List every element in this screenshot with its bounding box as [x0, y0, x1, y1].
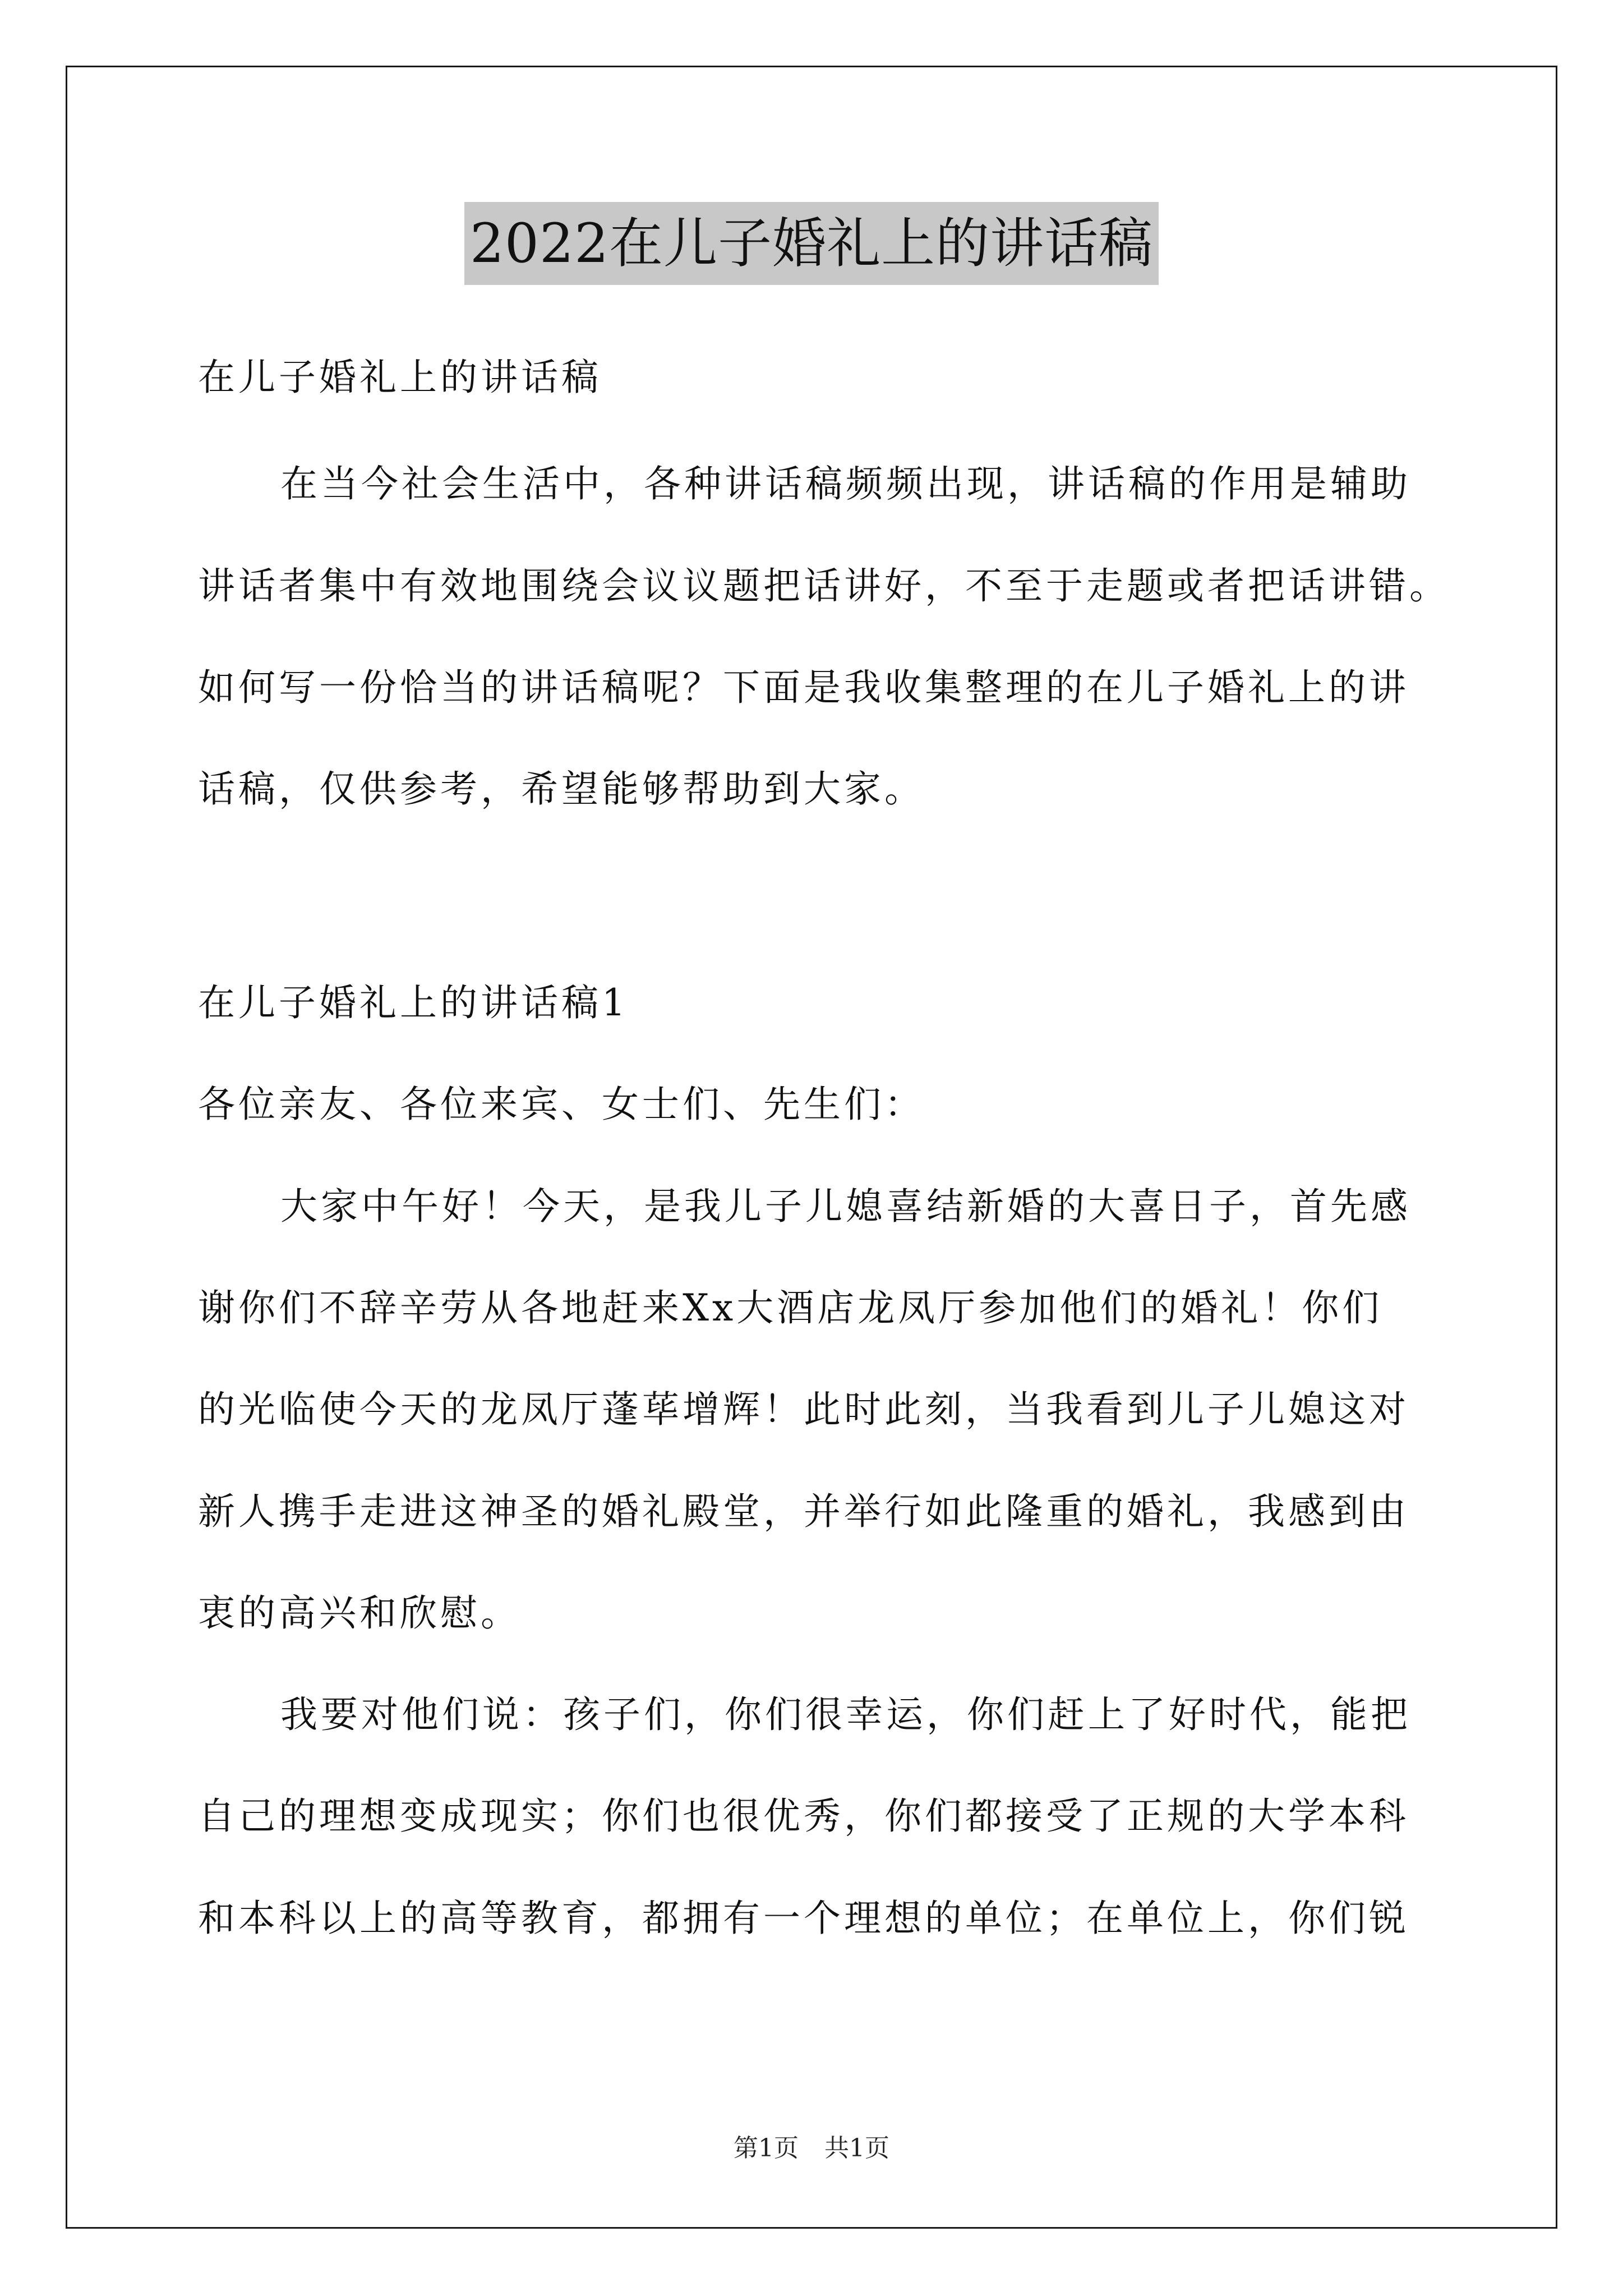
- page-footer: [0, 2132, 1623, 2165]
- intro-line: 如何写一份恰当的讲话稿呢？下面是我收集整理的在儿子婚礼上的讲: [198, 666, 1409, 709]
- page-number: 第1页: [734, 2134, 799, 2162]
- intro-line: 在当今社会生活中，各种讲话稿频频出现，讲话稿的作用是辅助: [280, 462, 1411, 505]
- intro-line: 话稿，仅供参考，希望能够帮助到大家。: [198, 767, 925, 811]
- title-container: [0, 202, 1623, 285]
- section-heading: 在儿子婚礼上的讲话稿1: [198, 981, 629, 1024]
- paragraph-line: 衷的高兴和欣慰。: [198, 1591, 521, 1635]
- paragraph-line: 和本科以上的高等教育，都拥有一个理想的单位；在单位上，你们锐: [198, 1897, 1409, 1940]
- paragraph-line: 我要对他们说：孩子们，你们很幸运，你们赶上了好时代，能把: [280, 1693, 1411, 1736]
- paragraph-line: 大家中午好！今天，是我儿子儿媳喜结新婚的大喜日子，首先感: [280, 1185, 1411, 1228]
- paragraph-line: 自己的理想变成现实；你们也很优秀，你们都接受了正规的大学本科: [198, 1795, 1409, 1838]
- paragraph-line: 谢你们不辞辛劳从各地赶来Xx大酒店龙凤厅参加他们的婚礼！你们: [198, 1286, 1383, 1329]
- document-subtitle: 在儿子婚礼上的讲话稿: [198, 356, 602, 399]
- intro-line: 讲话者集中有效地围绕会议议题把话讲好，不至于走题或者把话讲错。: [198, 564, 1450, 608]
- document-title: 2022在儿子婚礼上的讲话稿: [464, 202, 1159, 285]
- page-total: 共1页: [824, 2134, 889, 2162]
- paragraph-line: 的光临使今天的龙凤厅蓬荜增辉！此时此刻，当我看到儿子儿媳这对: [198, 1388, 1409, 1431]
- paragraph-line: 新人携手走进这神圣的婚礼殿堂，并举行如此隆重的婚礼，我感到由: [198, 1490, 1409, 1533]
- salutation: 各位亲友、各位来宾、女士们、先生们：: [198, 1083, 925, 1126]
